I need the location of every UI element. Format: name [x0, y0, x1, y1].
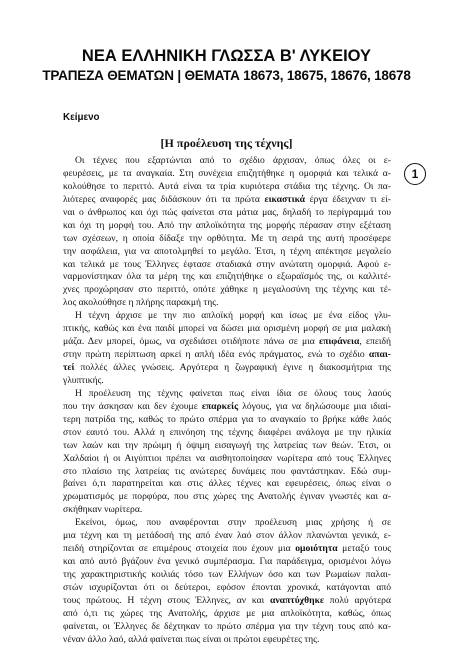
line-text: μάζα. Δεν μπορεί, όμως, να σχεδιάσει οτιδήποτε πάνω σε μια — [63, 336, 319, 348]
text-line — [63, 478, 391, 491]
text-line — [63, 556, 391, 569]
line-text: γλυπτικής. — [63, 374, 104, 386]
bold-term: επιφάνεια — [318, 336, 360, 348]
line-text: πειδή στηρίζονται σε επιμέρους στοιχεία που έχουν μια — [63, 543, 296, 555]
line-text: βαίνει ό,τι παρατηρείται και στις άλλες τέχνες και εφευρέσεις, όπως είναι ο — [63, 478, 391, 490]
bold-term: εικαστικά — [264, 193, 305, 205]
text-line — [63, 569, 391, 582]
text-line — [63, 259, 391, 272]
line-text: στών ισχυρίζονται ότι οι δεύτεροι, εφόσον έπονται χρονικά, κατάγονται από — [63, 581, 391, 593]
text-line — [63, 634, 391, 647]
line-text: Η προέλευση της τέχνης φαίνεται πως είναι ίδια σε όλους τους λαούς — [75, 387, 391, 399]
bold-term: ομοιότητα — [295, 543, 338, 555]
line-text: Εκείνοι, όμως, που αναφέρονται στην προέλευση μιας χρήσης ή σε — [75, 517, 391, 529]
text-line — [63, 207, 391, 220]
line-text: Οι τέχνες που εξαρτώνται από το σχέδιο άρχισαν, όπως όλες οι ε- — [75, 155, 391, 166]
text-line — [63, 336, 391, 349]
text-line — [63, 466, 391, 479]
line-text: λος ακολούθησε η πλήρης παρακμή της. — [63, 297, 219, 309]
line-text: πτικής, καθώς και ένα παιδί μπορεί να δώσει μια ορισμένη μορφή σε μια μαλακή — [63, 323, 391, 335]
text-line — [63, 323, 391, 336]
bold-term: αναπτύχθηκε — [270, 594, 324, 606]
line-text: που την άσκησαν και δεν έχουμε — [63, 400, 202, 412]
text-line — [63, 194, 391, 207]
line-text: μεταξύ τους — [337, 543, 391, 555]
text-line — [63, 220, 391, 233]
text-line — [63, 168, 391, 181]
text-line — [63, 362, 391, 375]
line-text: Χαλδαίοι ή οι Αιγύπτιοι πρέπει να αισθητοποίησαν νωρίτερα από τους Έλληνες — [63, 452, 391, 464]
line-text: λιότερες αναφορές μας διδάσκουν ότι τα πρώτα — [63, 193, 265, 205]
line-text: των σχέσεων, η οποία δίδαξε την ορθότητα. Με τη σειρά της αυτή προσέφερε — [63, 232, 391, 244]
line-text: την ασφάλεια, για να αποτολμηθεί το μεγάλο. Έτσι, η τέχνη απέκτησε μεγαλείο — [63, 245, 391, 257]
line-text: και από αυτό βγάζουν ένα γενικό συμπέρασμα. Για παράδειγμα, ορισμένοι λόγω — [63, 556, 391, 568]
line-text: πολύ αργότερα — [324, 594, 391, 606]
text-line — [63, 427, 391, 440]
line-text: στον εαυτό του. Αλλά η επινόηση της τέχνης διαφέρει ανάλογα με την ηλικία — [63, 426, 391, 438]
line-text: φαίνεται, οι Έλληνες δε δέχτηκαν το πρώτο σπέρμα για την τέχνη τους από κα- — [63, 620, 391, 632]
bold-term: απαι- — [368, 349, 391, 361]
line-text: ναι ο άνθρωπος και όχι πώς φαίνεται στα μάτια μας, δηλαδή το περίγραμμά του — [63, 206, 391, 218]
document-title: ΝΕΑ ΕΛΛΗΝΙΚΗ ΓΛΩΣΣΑ Β' ΛΥΚΕΙΟΥ — [81, 47, 372, 65]
margin-number-badge: 1 — [404, 163, 426, 185]
text-line — [63, 349, 391, 362]
bold-term: τεί — [63, 362, 75, 373]
line-text: από ό,τι τις χώρες της Ανατολής, άρχισε με μια απλοϊκότητα, καθώς, όπως — [63, 607, 391, 619]
text-line — [63, 155, 391, 168]
text-line — [63, 233, 391, 246]
text-line — [63, 491, 391, 504]
text-line — [63, 414, 391, 427]
text-body — [63, 155, 391, 647]
text-line — [63, 401, 391, 414]
line-text: νέναν άλλο λαό, αλλά φαίνεται πως είναι οι πρώτοι εφευρέτες της. — [63, 633, 320, 645]
bold-term: επαρκείς — [201, 400, 239, 412]
line-text: της χαρακτηριστικής κοιλιάς τόσο των Ελλήνων όσο και των Ρωμαίων παλαι- — [63, 569, 391, 580]
line-text: μια τέχνη και τη μετάδοσή της από έναν λαό στον άλλον πλανώνται γενικά, ε- — [63, 530, 391, 542]
text-line — [63, 530, 391, 543]
line-text: έργα έδειχναν τι εί- — [304, 193, 391, 205]
line-text: χνες προχώρησαν στο περιττό, οπότε χάθηκε η μεγαλοσύνη της τέχνης και τέ- — [63, 284, 391, 296]
text-line — [63, 284, 391, 297]
line-text: στην πρώτη περίπτωση αρκεί η απλή ιδέα ενός πράγματος, ενώ το σχέδιο — [63, 349, 369, 361]
document-subtitle: ΤΡΑΠΕΖΑ ΘΕΜΑΤΩΝ | ΘΕΜΑΤΑ 18673, 18675, 18676, 18678 — [42, 68, 411, 83]
line-text: σκήθηκαν νωρίτερα. — [63, 504, 143, 516]
line-text: φευρέσεις, με τα αναγκαία. Στη συνέχεια επιζητήθηκε η ομορφιά και τελικά α- — [63, 167, 391, 179]
text-line — [63, 246, 391, 259]
text-line — [63, 504, 391, 517]
line-text: τους πρώτους. Η τέχνη στους Έλληνες, αν και — [63, 594, 271, 606]
text-line — [63, 310, 391, 323]
line-text: κολούθησε το περιττό. Αυτά είναι τα τρία κυριότερα στάδια της τέχνης. Οι πα- — [63, 180, 391, 192]
line-text: λόγους, για να δηλώσουμε μια ιδιαί- — [238, 400, 391, 412]
text-line — [63, 375, 391, 388]
line-text: Η τέχνη άρχισε με την πιο απλοϊκή μορφή και ίσως με ένα είδος γλυ- — [75, 310, 391, 322]
text-line — [63, 595, 391, 608]
line-text: ναρμονίστηκαν όλα τα μέρη της και επιζητήθηκε ο εξωραϊσμός της, οι καλλιτέ- — [63, 271, 391, 283]
text-line — [63, 388, 391, 401]
text-line — [63, 608, 391, 621]
text-line — [63, 271, 391, 284]
text-line — [63, 543, 391, 556]
line-text: και όχι τη μορφή του. Από την απλοϊκότητα της μορφής πέρασαν στην εξέταση — [63, 219, 391, 231]
text-line — [63, 453, 391, 466]
text-line — [63, 181, 391, 194]
text-line — [63, 621, 391, 634]
line-text: των λαών και την πρώιμη ή όψιμη εισαγωγή της λατρείας των θεών. Έτσι, οι — [63, 439, 391, 451]
text-line — [63, 440, 391, 453]
text-line — [63, 517, 391, 530]
text-line — [63, 297, 391, 310]
line-text: και τελικά με τους Έλληνες έφτασε σταδιακά στην ανώτατη ομορφιά. Αφού ε- — [63, 258, 391, 270]
line-text: στο πλαίσιο της λατρείας τις ανώτερες δυνάμεις που φαντάστηκαν. Εδώ συμ- — [63, 465, 391, 477]
line-text: πολλές άλλες γνώσεις. Αργότερα η ζωγραφική έγινε η διακοσμήτρια της — [74, 362, 391, 373]
section-label: Κείμενο — [63, 112, 100, 123]
text-title: [Η προέλευση της τέχνης] — [160, 136, 293, 150]
line-text: τερη πατρίδα της, καθώς το πρώτο σπέρμα για το αναγκαίο το βρήκε κάθε λαός — [63, 413, 391, 425]
line-text: , επειδή — [359, 336, 391, 348]
line-text: χρωματισμός με πορφύρα, που στις χώρες της Ανατολής έγιναν γνωστές και α- — [63, 491, 391, 503]
text-line — [63, 582, 391, 595]
